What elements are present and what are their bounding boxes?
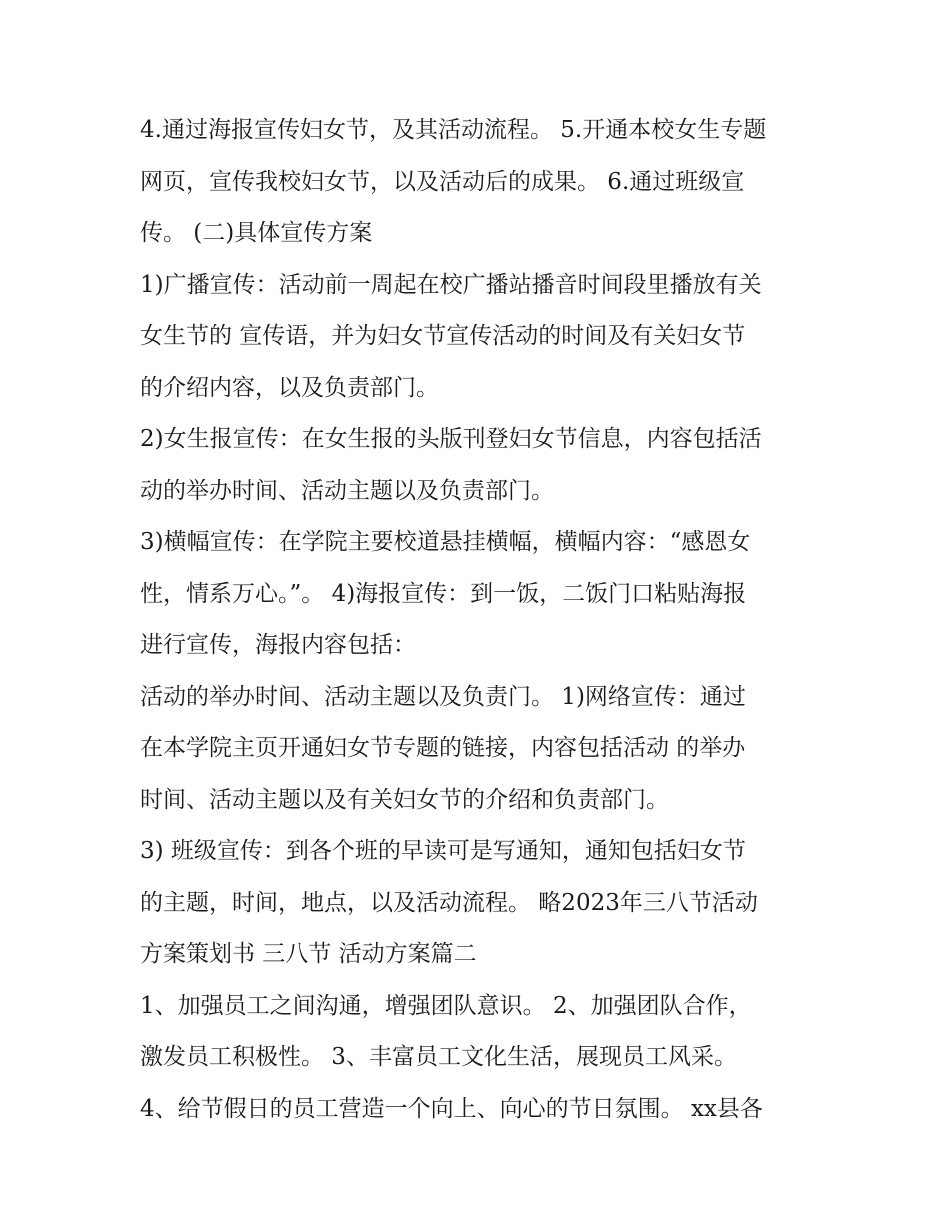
- text-line: 3) 班级宣传：到各个班的早读可是写通知，通知包括妇女节: [140, 838, 746, 864]
- text-line: 动的举办时间、活动主题以及负责部门。: [140, 477, 554, 504]
- text-line: 的主题，时间，地点，以及活动流程。 略2023年三八节活动: [140, 889, 758, 916]
- text-line: 4、给节假日的员工营造一个向上、向心的节日氛围。 xx县各: [140, 1095, 763, 1122]
- text-line: 在本学院主页开通妇女节专题的链接，内容包括活动 的举办: [140, 735, 746, 761]
- text-line: 的介绍内容，以及负责部门。: [140, 374, 439, 401]
- text-line: 传。 (二)具体宣传方案: [140, 220, 373, 246]
- text-line: 2)女生报宣传：在女生报的头版刊登妇女节信息，内容包括活: [140, 426, 762, 452]
- text-line: 方案策划书 三八节 活动方案篇二: [140, 941, 477, 967]
- text-line: 时间、活动主题以及有关妇女节的介绍和负责部门。: [140, 786, 669, 813]
- text-line: 活动的举办时间、活动主题以及负责门。 1)网络宣传：通过: [140, 683, 746, 710]
- text-line: 性，情系万心。”。 4)海报宣传：到一饭，二饭门口粘贴海报: [140, 580, 747, 607]
- text-line: 女生节的 宣传语，并为妇女节宣传活动的时间及有关妇女节: [140, 323, 746, 349]
- text-line: 1)广播宣传：活动前一周起在校广播站播音时间段里播放有关: [140, 271, 762, 298]
- text-line: 网页，宣传我校妇女节，以及活动后的成果。 6.通过班级宣: [140, 168, 745, 195]
- text-line: 3)横幅宣传：在学院主要校道悬挂横幅，横幅内容：“感恩女: [140, 529, 751, 555]
- document-body: [140, 105, 820, 1135]
- text-line: 进行宣传，海报内容包括：: [140, 632, 416, 658]
- text-line: 1、加强员工之间沟通，增强团队意识。 2、加强团队合作，: [140, 992, 752, 1019]
- text-line: 4.通过海报宣传妇女节，及其活动流程。 5.开通本校女生专题: [140, 117, 767, 143]
- text-line: 激发员工积极性。 3、丰富员工文化生活，展现员工风采。: [140, 1044, 737, 1070]
